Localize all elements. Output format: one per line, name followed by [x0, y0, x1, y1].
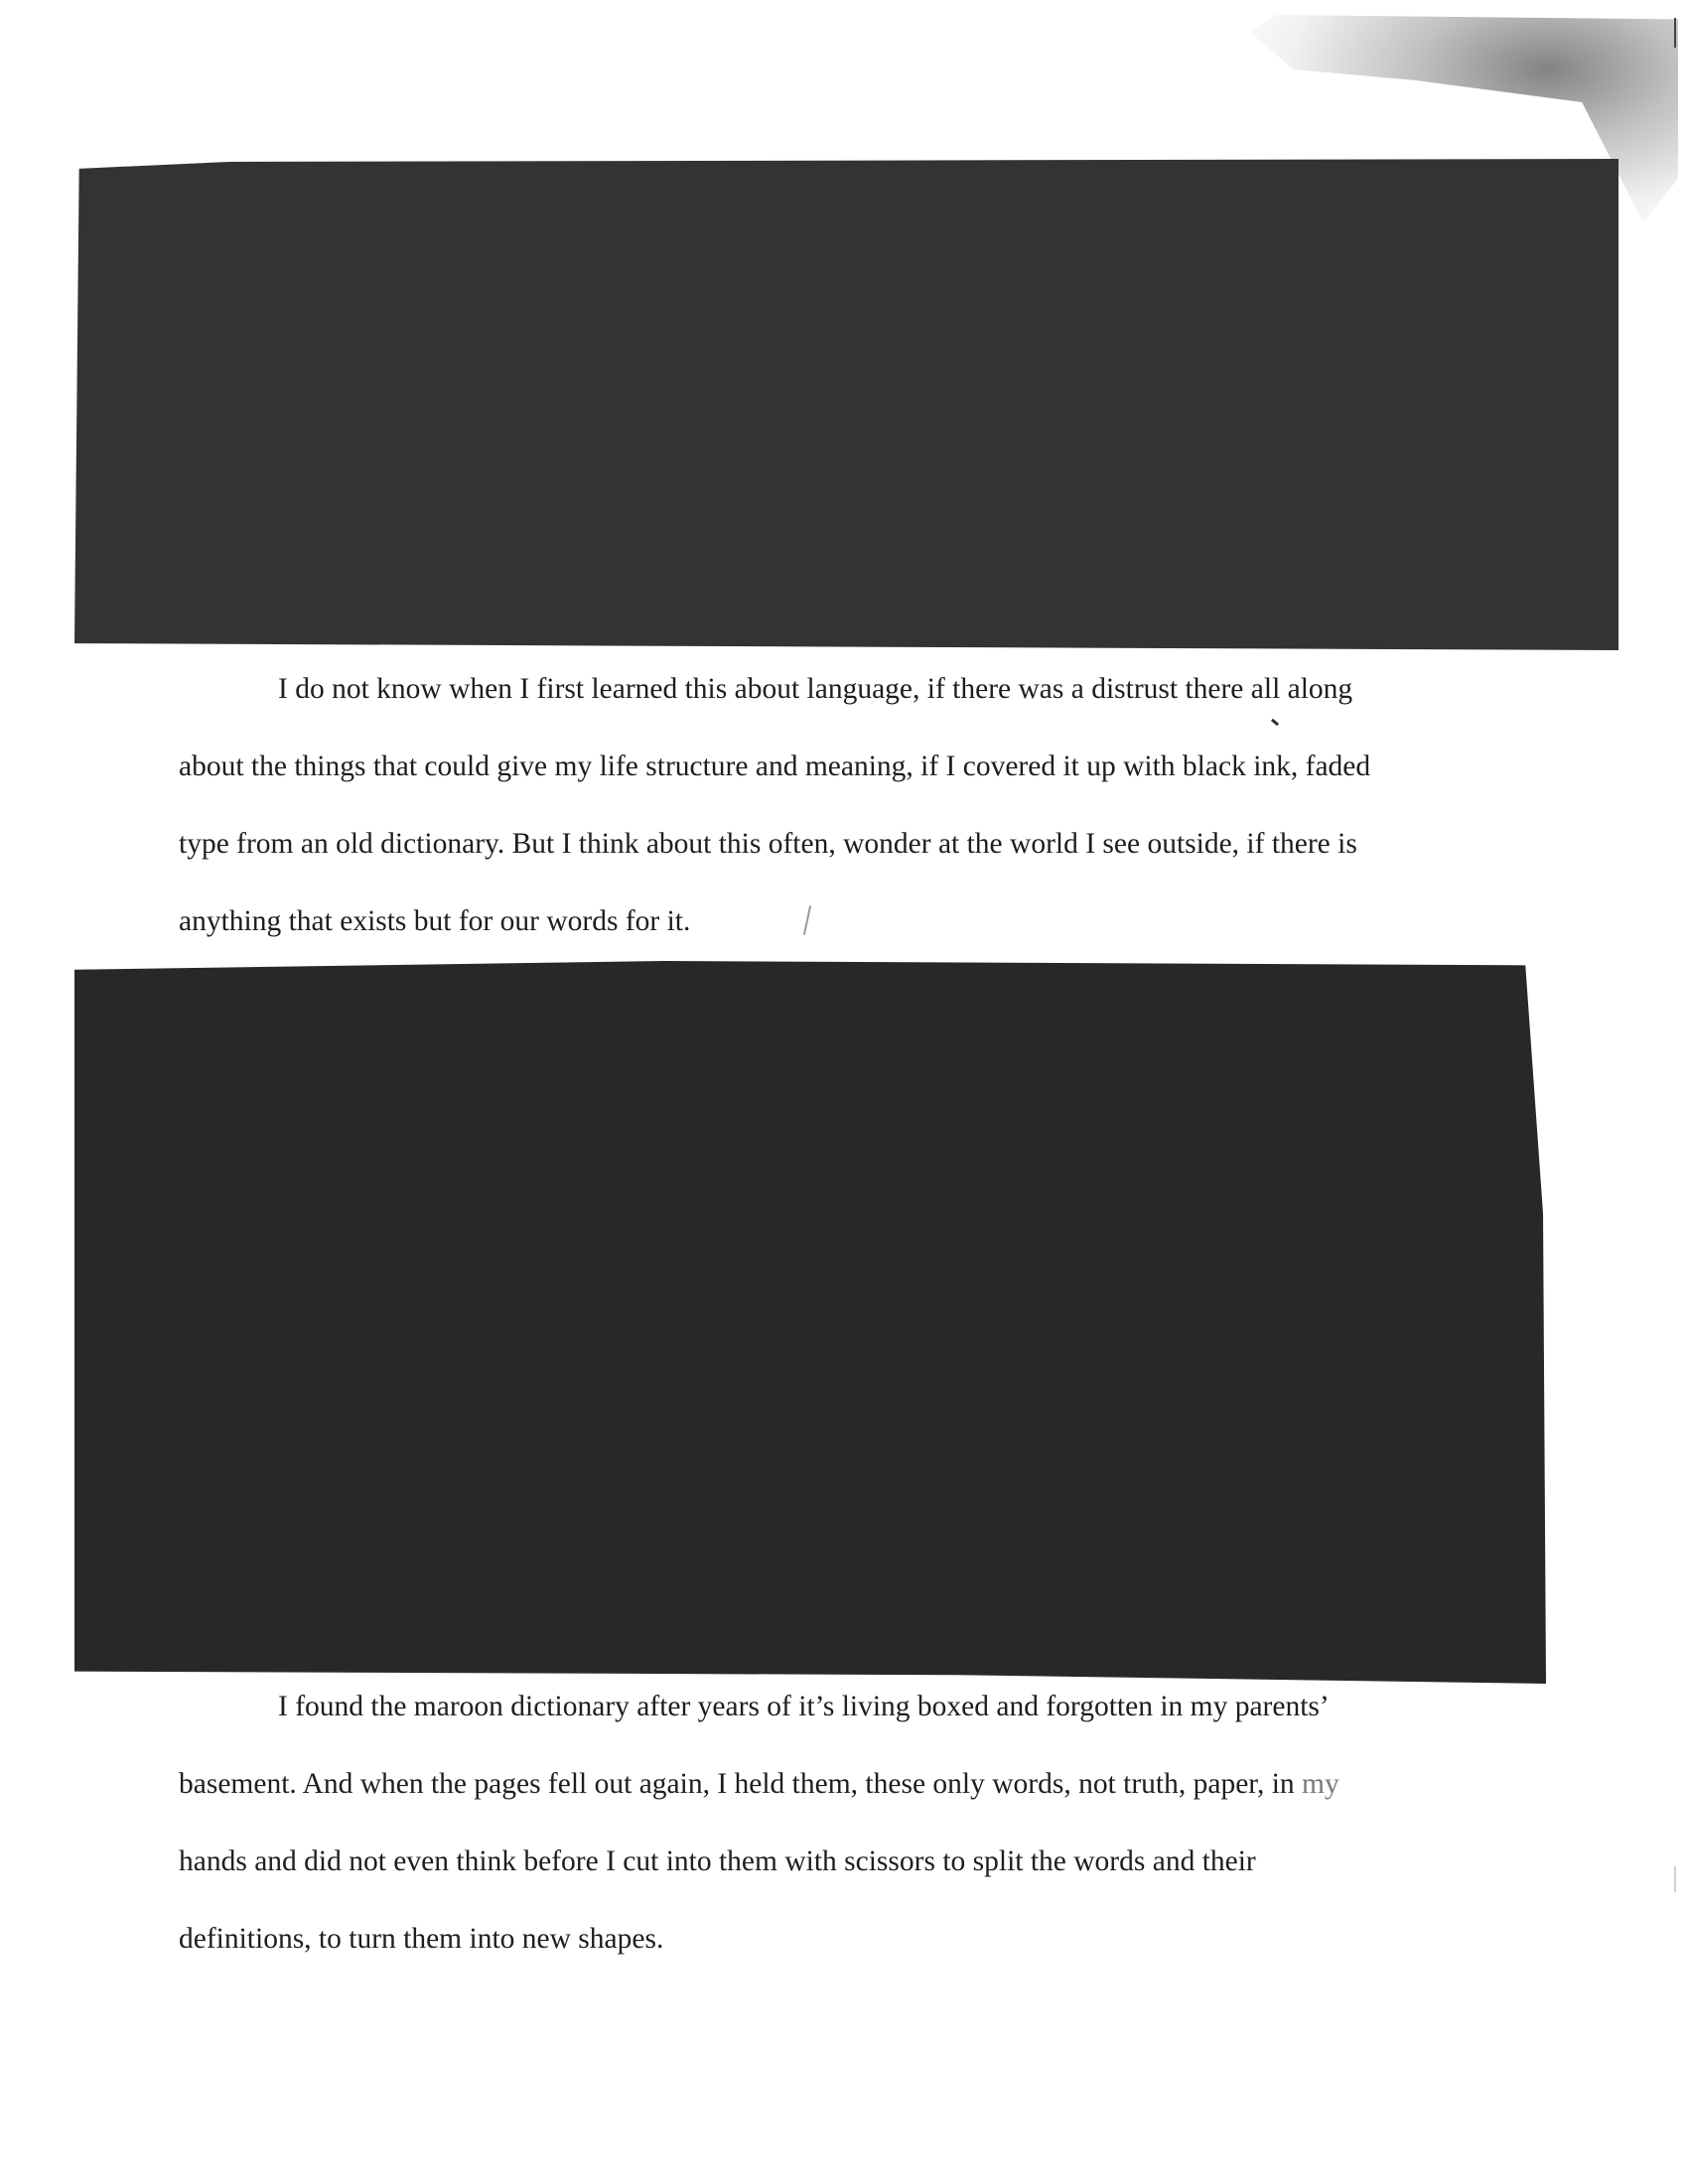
margin-mark	[1674, 1866, 1676, 1892]
paragraph-2-line-3: hands and did not even think before I cut into them with scissors to split the words and their	[179, 1845, 1256, 1877]
redaction-block-middle	[74, 961, 1546, 1684]
paragraph-1-line-1: I do not know when I first learned this about language, if there was a distrust there all along	[278, 673, 1353, 705]
redaction-block-top	[74, 159, 1618, 650]
paragraph-1	[179, 650, 1489, 960]
paragraph-2	[179, 1668, 1489, 1978]
paragraph-1-line-3: type from an old dictionary. But I think about this often, wonder at the world I see outside, if there is	[179, 828, 1357, 860]
paragraph-1-line-2: about the things that could give my life structure and meaning, if I covered it up with black ink, faded	[179, 751, 1371, 782]
paragraph-2-line-2-text: basement. And when the pages fell out again, I held them, these only words, not truth, paper, in	[179, 1768, 1295, 1800]
faded-word: my	[1302, 1768, 1339, 1800]
paragraph-2-line-1: I found the maroon dictionary after years of it’s living boxed and forgotten in my parents’	[278, 1691, 1330, 1722]
paragraph-2-line-4: definitions, to turn them into new shapes.	[179, 1923, 664, 1955]
scan-edge-mark	[1674, 18, 1676, 48]
paragraph-1-line-4: anything that exists but for our words for it.	[179, 905, 691, 937]
paragraph-2-line-2	[179, 1745, 1489, 1823]
